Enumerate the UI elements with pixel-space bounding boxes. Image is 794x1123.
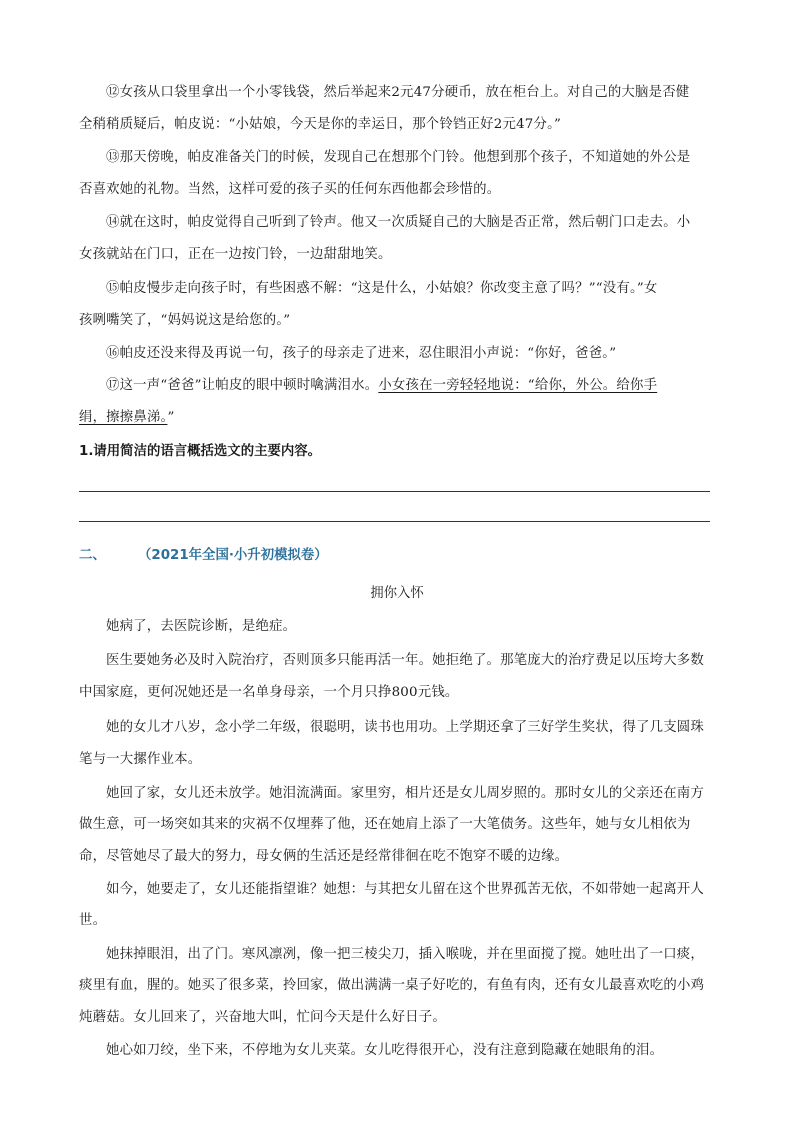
- paragraph-12-line-1: ⑫女孩从口袋里拿出一个小零钱袋，然后举起来2元47分硬币，放在柜台上。对自己的大脑是否健: [106, 85, 690, 100]
- passage2-line-12: 痰里有血，腥的。她买了很多菜，拎回家，做出满满一桌子好吃的，有鱼有肉，还有女儿最喜欢吃的小鸡: [79, 978, 705, 993]
- passage2-line-5: 笔与一大摞作业本。: [79, 752, 202, 767]
- paragraph-17-text: ⑰这一声“爸爸”让帕皮的眼中顿时噙满泪水。: [106, 378, 379, 393]
- passage2-line-10: 世。: [79, 913, 107, 928]
- section-source: （2021年全国·小升初模拟卷）: [138, 548, 328, 563]
- paragraph-13-line-1: ⑬那天傍晚，帕皮准备关门的时候，发现自己在想那个门铃。他想到那个孩子，不知道她的外公是: [106, 150, 691, 165]
- passage-title: 拥你入怀: [370, 586, 424, 601]
- passage2-line-3: 中国家庭，更何况她还是一名单身母亲，一个月只挣800元钱。: [79, 685, 459, 700]
- paragraph-14-line-1: ⑭就在这时，帕皮觉得自己听到了铃声。他又一次质疑自己的大脑是否正常，然后朝门口走去。小: [106, 215, 691, 230]
- underlined-sentence-end: 绢，擦擦鼻涕。: [79, 410, 168, 425]
- passage2-line-11: 她抹掉眼泪，出了门。寒风凛冽，像一把三棱尖刀，插入喉咙，并在里面搅了搅。她吐出了一口痰，: [106, 947, 704, 962]
- paragraph-13-line-2: 否喜欢她的礼物。当然，这样可爱的孩子买的任何东西他都会珍惜的。: [79, 182, 501, 197]
- passage2-line-14: 她心如刀绞，坐下来，不停地为女儿夹菜。女儿吃得很开心，没有注意到隐藏在她眼角的泪。: [106, 1043, 664, 1058]
- passage2-line-2: 医生要她务必及时入院治疗，否则顶多只能再活一年。她拒绝了。那笔庞大的治疗费足以压垮大多数: [106, 653, 704, 668]
- underlined-sentence: 小女孩在一旁轻轻地说：“给你，外公。给你手: [378, 378, 658, 393]
- passage2-line-6: 她回了家，女儿还未放学。她泪流满面。家里穷，相片还是女儿周岁照的。那时女儿的父亲还在南方: [106, 786, 704, 801]
- passage2-line-4: 她的女儿才八岁，念小学二年级，很聪明，读书也用功。上学期还拿了三好学生奖状，得了几支圆珠: [106, 720, 704, 735]
- paragraph-15-line-1: ⑮帕皮慢步走向孩子时，有些困惑不解：“这是什么，小姑娘？你改变主意了吗？”“没有。”女: [106, 281, 658, 296]
- paragraph-14-line-2: 女孩就站在门口，正在一边按门铃，一边甜甜地笑。: [79, 247, 392, 262]
- closing-quote: ”: [167, 410, 175, 425]
- passage2-line-9: 如今，她要走了，女儿还能指望谁？她想：与其把女儿留在这个世界孤苦无依，不如带她一起离开人: [106, 882, 704, 897]
- passage2-line-7: 做生意，可一场突如其来的灾祸不仅埋葬了他，还在她肩上添了一大笔债务。这些年，她与女儿相依为: [79, 817, 691, 832]
- passage2-line-8: 命，尽管她尽了最大的努力，母女俩的生活还是经常徘徊在吃不饱穿不暖的边缘。: [79, 849, 569, 864]
- answer-line-2: [79, 521, 710, 522]
- paragraph-16-line-1: ⑯帕皮还没来得及再说一句，孩子的母亲走了进来，忍住眼泪小声说：“你好，爸爸。”: [106, 346, 617, 361]
- paragraph-12-line-2: 全稍稍质疑后，帕皮说：“小姑娘，今天是你的幸运日，那个铃铛正好2元47分。”: [79, 117, 562, 132]
- paragraph-17-line-2: [79, 409, 174, 427]
- question-1: 1.请用简洁的语言概括选文的主要内容。: [79, 444, 322, 459]
- passage2-line-13: 炖蘑菇。女儿回来了，兴奋地大叫，忙问今天是什么好日子。: [79, 1010, 446, 1025]
- paragraph-15-line-2: 孩咧嘴笑了，“妈妈说这是给您的。”: [79, 313, 291, 328]
- passage2-line-1: 她病了，去医院诊断，是绝症。: [106, 619, 297, 634]
- paragraph-17-line-1: [106, 377, 657, 395]
- section-number: 二、: [79, 548, 106, 563]
- answer-line-1: [79, 491, 710, 492]
